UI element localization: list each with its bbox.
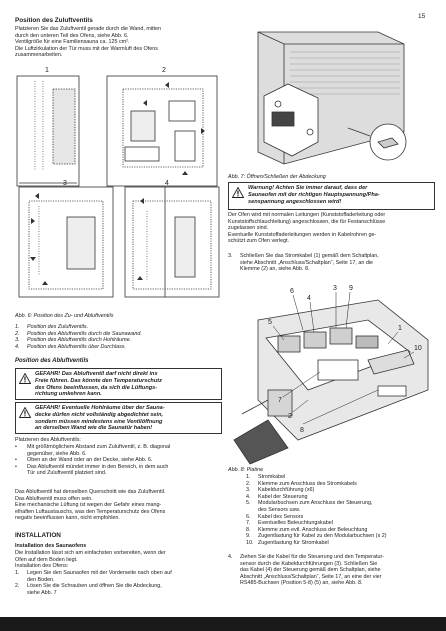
- warning-icon: [16, 403, 34, 418]
- fig8-label-4: 4: [307, 295, 311, 302]
- warning-box-3: Warnung! Achten Sie immer darauf, dass der Saunaofen mit der richtigen Hauptspannung/Pha- senspannung angeschlossen wird!: [228, 182, 435, 210]
- fig8-label-1: 1: [398, 325, 402, 332]
- fig6-legend: 1. Position des Zuluftventils. 2. Position des Abluftventils durch die Saunawand. 3. Position des Abluftventils durch Hohlräume. 4. Position des Abluftventils über Durchlass.: [15, 324, 142, 350]
- fig6-label-1: 1: [45, 67, 49, 74]
- fig8-label-3: 3: [333, 285, 337, 292]
- fig6-caption: Abb. 6: Position des Zu- und Abluftventils: [15, 313, 114, 319]
- step-4: 4. Ziehen Sie die Kabel für die Steuerung und den Temperatur- sensor durch die Kabeldurchführungen (3). Schließen Sie das Kabel (4) der Steuerung gemäß dem Schaltplan, siehe Abschnitt „Anschluss/Schaltplan“, Seite 17, an eine der vier RS485-Buchsen (Position 5-8) (5) an, siehe Abb. 8.: [228, 554, 385, 587]
- install-subtitle: Installation des Saunaofens: [15, 543, 87, 549]
- section-title-exhaust: Position des Abluftventils: [15, 358, 89, 364]
- warning-icon: [16, 369, 34, 384]
- figure-6-vent-positions: [15, 61, 225, 307]
- warning-box-1: GEFAHR! Das Abluftventil darf nicht direkt ins Freie führen. Das könnte den Temperaturschutz des Ofens beeinflussen, da sich die Lüftungs- richtung umkehren kann.: [15, 368, 222, 400]
- fig6-label-3: 3: [63, 180, 67, 187]
- page-number: 15: [418, 13, 426, 20]
- fig8-label-9: 9: [349, 285, 353, 292]
- footer-bar: [0, 617, 446, 631]
- fig6-label-2: 2: [162, 67, 166, 74]
- fig7-caption: Abb. 7: Öffnen/Schließen der Abdeckung: [228, 174, 326, 180]
- warning-icon: [229, 183, 247, 198]
- installation-title: INSTALLATION: [15, 532, 61, 539]
- step-3: 3. Schließen Sie das Stromkabel (1) gemäß dem Schaltplan, siehe Abschnitt „Anschluss/Schaltplan“, Seite 17, an die Klemme (2) an, siehe Abb. 8.: [228, 253, 379, 273]
- place-bullets: • Mit größtmöglichem Abstand zum Zuluftventil, z. B. diagonal gegenüber, siehe Abb. 6. • Oben an der Wand oder an der Decke, siehe Abb. 6. • Das Abluftventil mündet immer in den Bereich, in dem auch Tür und Zuluftventil platziert sind.: [15, 444, 171, 477]
- fig6-label-4: 4: [165, 180, 169, 187]
- exhaust-paragraph: Das Abluftventil hat denselben Querschnitt wie das Zuluftventil. Das Abluftventil muss offen sein. Eine mechanische Lüftung ist wegen der Gefahr eines mang- elhaften Luftaustauschs, was den Temperaturschutz des Ofens negativ beeinflussen kann, nicht empfohlen.: [15, 489, 166, 522]
- install-paragraph: Die Installation lässt sich am einfachsten vorbereiten, wenn der Ofen auf dem Boden liegt. Installation des Ofens:: [15, 550, 166, 570]
- cable-paragraph: Der Ofen wird mit normalen Leitungen (Kunststoffaderleitung oder Kunststoffschlauchleitung) angeschlossen, die für Festanschlüsse zugelassen sind. Eventuelle Kunststoffaderleitungen werden in Kabelrohren ge- schützt zum Ofen verlegt.: [228, 212, 386, 245]
- warning-box-2: GEFAHR! Eventuelle Hohlräume über der Sauna- decke dürfen nicht vollständig abgedichtet sein, sondern müssen mindestens eine Ventilöffnung an derselben Wand wie die Saunatür haben!: [15, 402, 222, 434]
- figure-7-cover: [228, 24, 433, 172]
- fig8-label-8: 8: [300, 427, 304, 434]
- figure-8-circuit-board: [228, 280, 436, 466]
- fig8-label-10: 10: [414, 345, 422, 352]
- fig8-label-7: 7: [278, 397, 282, 404]
- fig8-label-6: 6: [290, 288, 294, 295]
- section-title-vent: Position des Zuluftventils: [15, 17, 93, 24]
- intro-paragraph: Platzieren Sie das Zuluftventil gerade durch die Wand, mitten durch den unteren Teil des Ofens, siehe Abb. 6. Ventilgröße für eine Familiensauna ca. 125 cm². Die Luftzirkulation der Tür muss mit der Warmluft des Ofens zusammenarbeiten.: [15, 26, 162, 59]
- fig8-label-2: 2: [288, 413, 292, 420]
- place-intro: Platzieren des Abluftventils:: [15, 437, 81, 443]
- fig8-caption: Abb. 8: Platine: [228, 467, 264, 473]
- fig8-legend: 1. Stromkabel 2. Klemme zum Anschluss des Stromkabels 3. Kabeldurchführung (x6) 4. Kabel der Steuerung 5. Modularbuchsen zum Anschluss der Steuerung, des Sensors usw. 6. Kabel des Sensors 7. Eventuelles Beleuchtungskabel 8. Klemme zum evtl. Anschluss der Beleuchtung 9. Zugentlastung für Kabel zu den Modularbuchsen (x 2) 10. Zugentlastung für Stromkabel: [246, 474, 387, 546]
- install-steps: 1. Legen Sie den Saunaofen mit der Vorderseite nach oben auf den Boden. 2. Lösen Sie die Schrauben und öffnen Sie die Abdeckung, siehe Abb. 7: [15, 570, 172, 596]
- fig8-label-5: 5: [268, 319, 272, 326]
